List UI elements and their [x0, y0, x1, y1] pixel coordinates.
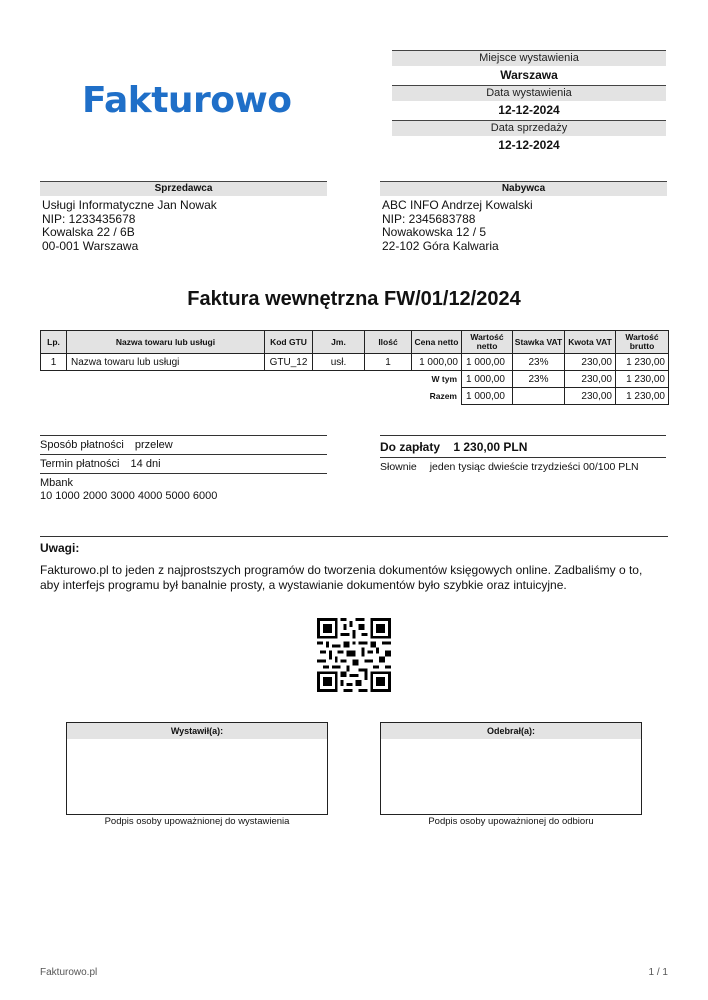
- sale-date-value: 12-12-2024: [498, 138, 560, 152]
- wtym-label: W tym: [431, 374, 457, 385]
- bank-account: 10 1000 2000 3000 4000 5000 6000: [40, 490, 218, 502]
- notes-block: [40, 536, 668, 593]
- invoice-meta: [392, 50, 666, 155]
- cell-name: Nazwa towaru lub usługi: [67, 354, 265, 371]
- col-header-net-price: Cena netto: [412, 331, 462, 354]
- qr-code: [317, 618, 391, 692]
- col-header-net-value: Wartość netto: [462, 331, 513, 354]
- razem-net: 1 000,00: [462, 388, 513, 405]
- wtym-vat-rate: 23%: [513, 371, 565, 388]
- notes-line-2: aby interfejs programu był banalnie prosty, a wystawianie dokumentów było szybkie oraz intuicyjne.: [40, 578, 567, 592]
- issue-date-label: Data wystawienia: [392, 85, 666, 101]
- payment-term-value: 14 dni: [130, 458, 161, 470]
- cell-lp: 1: [41, 354, 67, 371]
- seller-heading: Sprzedawca: [40, 181, 327, 196]
- issue-date-value: 12-12-2024: [498, 103, 560, 117]
- col-header-vat-amount: Kwota VAT: [565, 331, 616, 354]
- cell-qty: 1: [365, 354, 412, 371]
- buyer-nip: NIP: 2345683788: [382, 211, 476, 226]
- table-header-row: [41, 331, 669, 354]
- cell-unit: usł.: [313, 354, 365, 371]
- issuer-signature-box: [66, 722, 328, 815]
- payment-block: [40, 435, 327, 503]
- col-header-vat-rate: Stawka VAT: [513, 331, 565, 354]
- payment-method-label: Sposób płatności: [40, 439, 124, 451]
- fakturowo-logo: Fakturowo: [82, 80, 292, 121]
- receiver-signature-caption: Podpis osoby upoważnionej do odbioru: [428, 816, 594, 827]
- amount-words-row: [380, 457, 666, 475]
- items-table: [40, 330, 669, 405]
- buyer-city: 22-102 Góra Kalwaria: [382, 239, 499, 254]
- seller-street: Kowalska 22 / 6B: [42, 225, 135, 240]
- amount-words-value: jeden tysiąc dwieście trzydzieści 00/100 PLN: [429, 461, 639, 473]
- col-header-gtu: Kod GTU: [265, 331, 313, 354]
- amount-words-label: Słownie: [380, 461, 417, 473]
- razem-vat-amount: 230,00: [565, 388, 616, 405]
- sale-date-label: Data sprzedaży: [392, 120, 666, 136]
- col-header-gross-value: Wartość brutto: [616, 331, 669, 354]
- seller-nip: NIP: 1233435678: [42, 211, 136, 226]
- cell-net-price: 1 000,00: [412, 354, 462, 371]
- wtym-vat-amount: 230,00: [565, 371, 616, 388]
- cell-net-value: 1 000,00: [462, 354, 513, 371]
- issuer-signature-heading: Wystawił(a):: [67, 723, 327, 739]
- cell-gtu: GTU_12: [265, 354, 313, 371]
- table-row: [41, 354, 669, 371]
- issuer-signature-caption: Podpis osoby upoważnionej do wystawienia: [104, 816, 290, 827]
- amount-due-row: [380, 435, 666, 457]
- receiver-signature-block: [380, 722, 642, 827]
- payment-term-label: Termin płatności: [40, 458, 120, 470]
- amount-due-label: Do zapłaty: [380, 440, 441, 454]
- payment-term-row: [40, 454, 327, 473]
- seller-city: 00-001 Warszawa: [42, 239, 139, 254]
- notes-line-1: Fakturowo.pl to jeden z najprostszych programów do tworzenia dokumentów księgowych online. Zadbaliśmy o to,: [40, 563, 643, 577]
- wtym-row: [41, 371, 669, 388]
- col-header-name: Nazwa towaru lub usługi: [67, 331, 265, 354]
- payment-method-value: przelew: [134, 439, 173, 451]
- col-header-qty: Ilość: [365, 331, 412, 354]
- wtym-gross: 1 230,00: [616, 371, 669, 388]
- seller-name: Usługi Informatyczne Jan Nowak: [42, 198, 217, 212]
- razem-row: [41, 388, 669, 405]
- issuer-signature-block: [66, 722, 328, 827]
- amount-due-value: 1 230,00 PLN: [453, 440, 528, 454]
- footer-site: Fakturowo.pl: [40, 967, 98, 978]
- payment-method-row: [40, 435, 327, 454]
- wtym-net: 1 000,00: [462, 371, 513, 388]
- footer-page-number: 1 / 1: [648, 967, 668, 978]
- razem-label: Razem: [429, 391, 457, 401]
- cell-vat-rate: 23%: [513, 354, 565, 371]
- cell-gross-value: 1 230,00: [616, 354, 669, 371]
- bank-name: Mbank: [40, 477, 74, 489]
- col-header-lp: Lp.: [41, 331, 67, 354]
- receiver-signature-box: [380, 722, 642, 815]
- bank-info: [40, 473, 327, 503]
- cell-vat-amount: 230,00: [565, 354, 616, 371]
- buyer-heading: Nabywca: [380, 181, 667, 196]
- notes-heading: Uwagi:: [40, 541, 80, 555]
- buyer-name: ABC INFO Andrzej Kowalski: [382, 198, 533, 212]
- place-label: Miejsce wystawienia: [392, 50, 666, 66]
- buyer-street: Nowakowska 12 / 5: [382, 225, 487, 240]
- razem-gross: 1 230,00: [616, 388, 669, 405]
- col-header-unit: Jm.: [313, 331, 365, 354]
- seller-block: [40, 181, 327, 254]
- receiver-signature-heading: Odebrał(a):: [381, 723, 641, 739]
- place-value: Warszawa: [500, 68, 558, 82]
- razem-vat-rate: [513, 388, 565, 405]
- buyer-block: [380, 181, 667, 254]
- invoice-title: Faktura wewnętrzna FW/01/12/2024: [187, 288, 521, 310]
- amount-due-block: [380, 435, 666, 475]
- notes-text: [40, 563, 668, 593]
